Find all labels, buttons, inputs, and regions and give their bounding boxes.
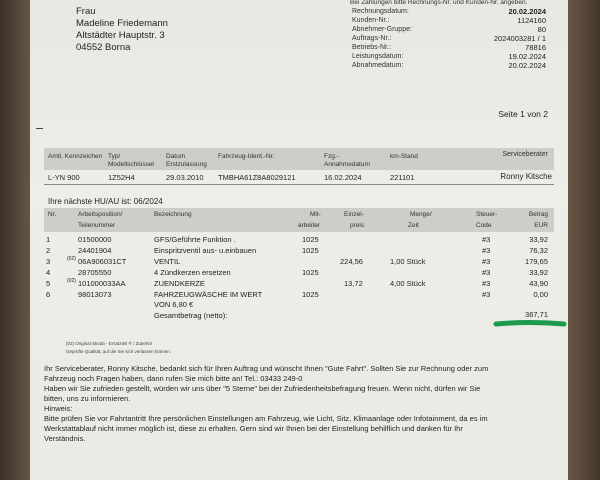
item-6-worker: 1025 — [302, 290, 319, 299]
item-4-amount: 33,92 — [529, 268, 548, 277]
meta-label-order-no: Auftrags-Nr.: — [352, 35, 392, 42]
vehicle-header-advisor: Serviceberater — [502, 151, 548, 158]
footnote-quality: Geprüfte Qualität, auf die Sie sich verlassen können. — [66, 349, 172, 354]
invoice-page — [30, 0, 568, 480]
meta-value-customer-group: 80 — [537, 25, 546, 34]
vehicle-advisor: Ronny Kitsche — [500, 172, 552, 181]
item-2-worker: 1025 — [302, 246, 319, 255]
item-3-desc: VENTIL — [154, 257, 181, 266]
item-5-qty: 4,00 Stück — [390, 279, 426, 288]
vehicle-header-plate: Amtl. Kennzeichen — [48, 153, 103, 160]
total-label: Gesamtbetrag (netto): — [154, 311, 228, 320]
vehicle-header-type: Typ/ — [108, 153, 121, 160]
item-3-nr: 3 — [46, 257, 51, 266]
items-header-nr: Nr. — [48, 211, 57, 218]
total-value: 367,71 — [525, 310, 548, 319]
vehicle-km: 221101 — [390, 173, 415, 182]
item-2-pos: 24401904 — [78, 246, 112, 255]
item-3-price: 224,56 — [340, 257, 363, 266]
vehicle-vin: TMBHA61Z8A8029121 — [218, 173, 296, 182]
background-left — [0, 0, 34, 480]
vehicle-plate: L-YN 900 — [48, 173, 80, 182]
item-3-qty: 1,00 Stück — [390, 257, 426, 266]
item-5-amount: 43,90 — [529, 279, 548, 288]
items-header-tax-2: Code — [476, 222, 492, 229]
item-2-desc: Einspritzventil aus- u.einbauen — [154, 246, 257, 255]
meta-value-order-no: 2024003281 / 1 — [493, 34, 546, 43]
message-line-1: Ihr Serviceberater, Ronny Kitsche, bedankt sich für Ihren Auftrag und wünscht Ihnen "Gute Fahrt". Sollten Sie zur Rechnung oder zum — [44, 364, 489, 373]
item-1-tax: #3 — [482, 235, 491, 244]
meta-label-invoice-date: Rechnungsdatum: — [352, 8, 409, 15]
vehicle-type: 1Z52H4 — [108, 173, 135, 182]
item-4-nr: 4 — [46, 268, 51, 277]
item-1-desc: GFS/Geführte Funktion . — [154, 235, 236, 244]
item-5-price: 13,72 — [344, 279, 363, 288]
footnote-original-parts: (02) Original Skoda - Ersatzteil ® / Zubehör — [66, 341, 153, 346]
message-line-4: bitten, uns zu informieren. — [44, 394, 131, 403]
item-1-amount: 33,92 — [529, 235, 548, 244]
item-6-pos: 98013073 — [78, 290, 112, 299]
message-line-5: Hinweis: — [44, 404, 73, 413]
item-5-pos: 101000033AA — [78, 279, 126, 288]
item-3-tax: #3 — [482, 257, 491, 266]
address-salutation: Frau — [76, 6, 96, 17]
item-1-worker: 1025 — [302, 235, 319, 244]
vehicle-first-registration: 29.03.2010 — [166, 173, 204, 182]
highlighter-mark — [492, 318, 568, 330]
item-4-worker: 1025 — [302, 268, 319, 277]
meta-label-branch-no: Betriebs-Nr.: — [352, 44, 391, 51]
page-indicator: Seite 1 von 2 — [498, 109, 548, 119]
vehicle-header-type-2: Modellschlüssel — [108, 161, 154, 168]
address-city: 04552 Borna — [76, 42, 131, 53]
vehicle-header-vin: Fahrzeug-Ident.-Nr. — [218, 153, 275, 160]
items-header-qty-2: Zeit — [408, 222, 419, 229]
items-header-price-2: preis — [350, 222, 365, 229]
item-5-tax: #3 — [482, 279, 491, 288]
meta-value-branch-no: 78816 — [525, 43, 546, 52]
meta-value-invoice-date: 20.02.2024 — [508, 7, 546, 16]
item-1-pos: 01500000 — [78, 235, 112, 244]
items-header-amount: Betrag — [528, 211, 548, 218]
items-header-amount-2: EUR — [534, 222, 548, 229]
item-6-desc-continued: VON 6,80 € — [154, 300, 194, 309]
item-5-desc: ZUENDKERZE — [154, 279, 205, 288]
item-2-nr: 2 — [46, 246, 51, 255]
item-5-prefix: (02) — [67, 278, 76, 284]
next-hu-notice: Ihre nächste HU/AU ist: 06/2024 — [48, 197, 163, 206]
meta-value-service-date: 19.02.2024 — [508, 52, 546, 61]
items-header-price: Einzel- — [344, 211, 364, 218]
message-line-7: Werkstattablauf nicht immer möglich ist, diese zu erhalten. Gern sind wir Ihnen bei der Einstellung behilflich und danken für Ihr — [44, 424, 463, 433]
message-line-2: Fahrzeug noch Fragen haben, dann rufen Sie mich bitte an! Tel.: 03433 249-0 — [44, 374, 303, 383]
item-2-amount: 76,32 — [529, 246, 548, 255]
meta-value-pickup-date: 20.02.2024 — [508, 61, 546, 70]
item-1-nr: 1 — [46, 235, 51, 244]
item-2-tax: #3 — [482, 246, 491, 255]
address-name: Madeline Friedemann — [76, 18, 168, 29]
item-3-amount: 179,65 — [525, 257, 548, 266]
item-3-prefix: (02) — [67, 256, 76, 262]
message-line-6: Bitte prüfen Sie vor Fahrtantritt Ihre persönlichen Einstellungen am Fahrzeug, wie Licht, Sitz, Klimaanlage oder Infotainment, da es im — [44, 414, 488, 423]
item-5-nr: 5 — [46, 279, 51, 288]
item-4-pos: 28705550 — [78, 268, 112, 277]
item-6-nr: 6 — [46, 290, 51, 299]
items-header-pos-2: Teilenummer — [78, 222, 116, 229]
vehicle-header-arrival-2: Annahmedatum — [324, 161, 370, 168]
meta-label-service-date: Leistungsdatum: — [352, 53, 404, 60]
message-line-8: Verständnis. — [44, 434, 86, 443]
vehicle-header-date: Datum — [166, 153, 186, 160]
message-line-3: Haben wir Sie zufrieden gestellt, würden wir uns über "5 Sterne" bei der Zufriedenheitsbefragung freuen. Wenn nicht, dürfen wir Sie — [44, 384, 481, 393]
item-6-desc: FAHRZEUGWÄSCHE IM WERT — [154, 290, 263, 299]
items-header-desc: Bezeichnung — [154, 211, 192, 218]
vehicle-header-date-2: Erstzulassung — [166, 161, 207, 168]
items-header-worker: Mit- — [310, 211, 321, 218]
item-4-tax: #3 — [482, 268, 491, 277]
meta-label-customer-group: Abnehmer-Gruppe: — [352, 26, 412, 33]
items-header-qty: Menge/ — [410, 211, 432, 218]
payment-note: Bei Zahlungen bitte Rechnungs-Nr. und Kunden-Nr. angeben. — [350, 0, 528, 6]
items-header-tax: Steuer- — [476, 211, 498, 218]
vehicle-header-arrival: Fzg.- — [324, 153, 339, 160]
vehicle-arrival-date: 16.02.2024 — [324, 173, 362, 182]
vehicle-header-km: km-Stand — [390, 153, 418, 160]
background-right — [566, 0, 600, 480]
meta-label-customer-no: Kunden-Nr.: — [352, 17, 390, 24]
address-street: Altstädter Hauptstr. 3 — [76, 30, 165, 41]
meta-label-pickup-date: Abnahmedatum: — [352, 62, 404, 69]
items-header-pos: Arbeitsposition/ — [78, 211, 123, 218]
item-6-amount: 0,00 — [533, 290, 548, 299]
item-3-pos: 06A906031CT — [78, 257, 127, 266]
item-4-desc: 4 Zündkerzen ersetzen — [154, 268, 231, 277]
meta-value-customer-no: 1124160 — [517, 16, 546, 25]
fold-mark — [36, 128, 43, 129]
item-6-tax: #3 — [482, 290, 491, 299]
items-header-worker-2: arbeiter — [298, 222, 321, 229]
divider — [44, 184, 554, 185]
